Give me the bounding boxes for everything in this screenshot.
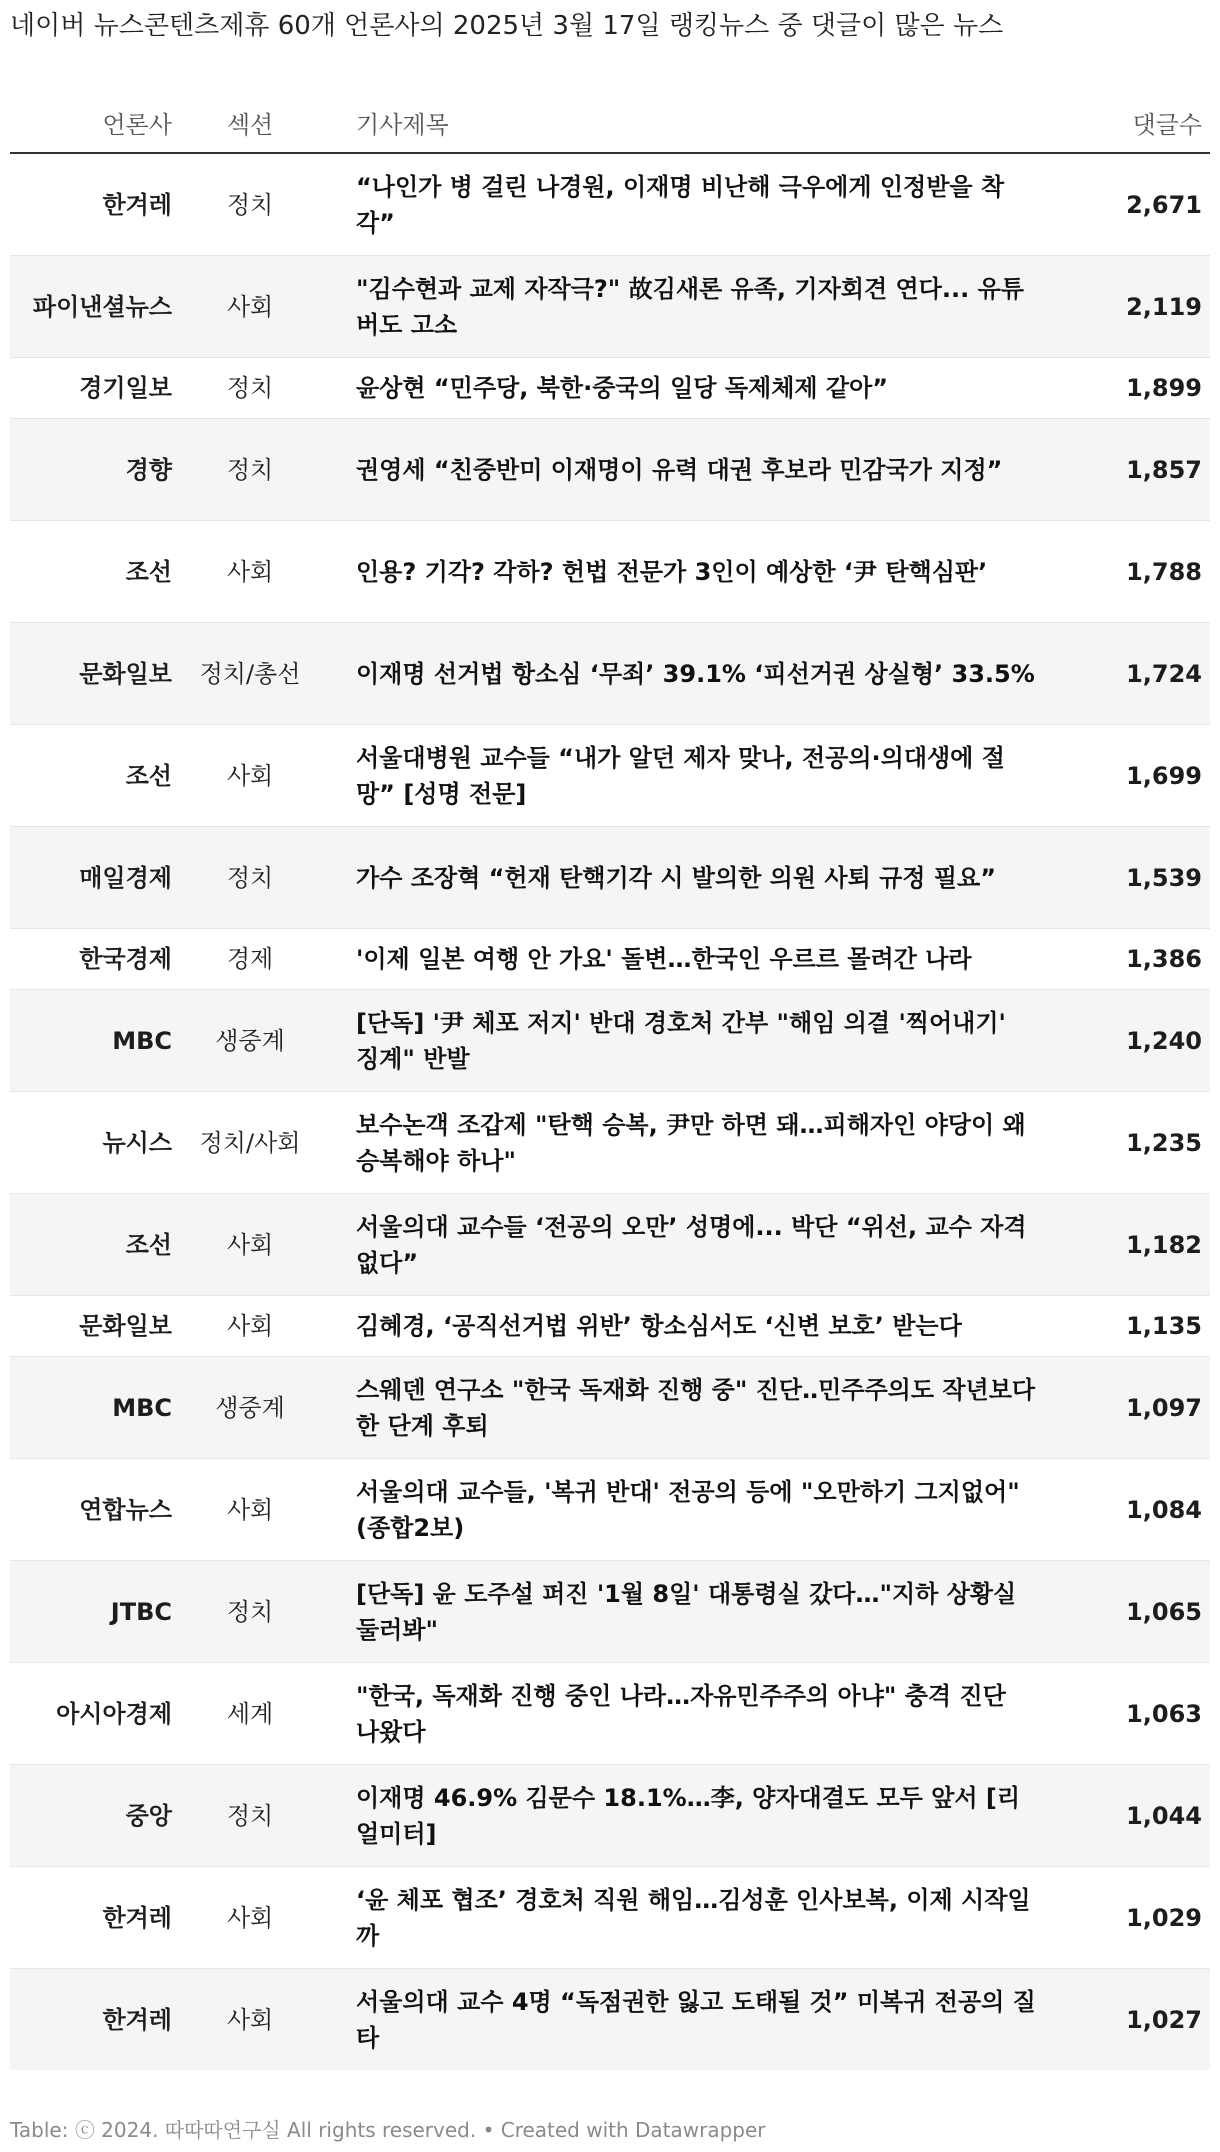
cell-comments: 1,235	[1048, 1092, 1210, 1194]
cell-comments: 2,119	[1048, 256, 1210, 358]
cell-comments: 1,084	[1048, 1459, 1210, 1561]
column-header-section: 섹션	[180, 92, 320, 153]
cell-section: 경제	[180, 929, 320, 990]
cell-section: 정치	[180, 1765, 320, 1867]
cell-section: 세계	[180, 1663, 320, 1765]
cell-outlet: 아시아경제	[10, 1663, 180, 1765]
cell-section: 정치	[180, 153, 320, 256]
cell-title: 이재명 46.9% 김문수 18.1%…李, 양자대결도 모두 앞서 [리얼미터]	[320, 1765, 1048, 1867]
cell-outlet: 조선	[10, 1194, 180, 1296]
table-footer: Table: ⓒ 2024. 따따따연구실 All rights reserved. • Created with Datawrapper	[10, 2118, 766, 2142]
cell-section: 사회	[180, 1296, 320, 1357]
cell-outlet: 파이낸셜뉴스	[10, 256, 180, 358]
cell-comments: 1,857	[1048, 419, 1210, 521]
cell-outlet: 조선	[10, 521, 180, 623]
cell-outlet: 한겨레	[10, 1867, 180, 1969]
table-row	[10, 623, 1210, 725]
header-row	[10, 92, 1210, 153]
cell-title: "김수현과 교제 자작극?" 故김새론 유족, 기자회견 연다... 유튜버도 고소	[320, 256, 1048, 358]
table-row	[10, 1663, 1210, 1765]
table-row	[10, 1867, 1210, 1969]
cell-section: 정치/총선	[180, 623, 320, 725]
cell-outlet: JTBC	[10, 1561, 180, 1663]
cell-section: 사회	[180, 1969, 320, 2071]
cell-section: 사회	[180, 256, 320, 358]
cell-comments: 1,899	[1048, 358, 1210, 419]
table-row	[10, 153, 1210, 256]
table-body	[10, 153, 1210, 2070]
cell-title: '이제 일본 여행 안 가요' 돌변…한국인 우르르 몰려간 나라	[320, 929, 1048, 990]
cell-title: 서울의대 교수들, '복귀 반대' 전공의 등에 "오만하기 그지없어"(종합2보)	[320, 1459, 1048, 1561]
table-row	[10, 1194, 1210, 1296]
cell-section: 정치	[180, 1561, 320, 1663]
table-row	[10, 725, 1210, 827]
cell-title: 인용? 기각? 각하? 헌법 전문가 3인이 예상한 ‘尹 탄핵심판’	[320, 521, 1048, 623]
cell-outlet: 문화일보	[10, 623, 180, 725]
table-row	[10, 1561, 1210, 1663]
column-header-title: 기사제목	[320, 92, 1048, 153]
cell-section: 정치	[180, 827, 320, 929]
cell-comments: 1,135	[1048, 1296, 1210, 1357]
cell-outlet: 중앙	[10, 1765, 180, 1867]
chart-title: 네이버 뉴스콘텐츠제휴 60개 언론사의 2025년 3월 17일 랭킹뉴스 중 댓글이 많은 뉴스	[10, 11, 1004, 41]
cell-title: 가수 조장혁 “헌재 탄핵기각 시 발의한 의원 사퇴 규정 필요”	[320, 827, 1048, 929]
cell-section: 사회	[180, 1194, 320, 1296]
cell-outlet: 조선	[10, 725, 180, 827]
cell-title: 서울의대 교수들 ‘전공의 오만’ 성명에... 박단 “위선, 교수 자격 없다”	[320, 1194, 1048, 1296]
column-header-comments: 댓글수	[1048, 92, 1210, 153]
cell-title: ‘윤 체포 협조’ 경호처 직원 해임…김성훈 인사보복, 이제 시작일까	[320, 1867, 1048, 1969]
comments-table	[10, 92, 1210, 2070]
cell-outlet: 경향	[10, 419, 180, 521]
cell-comments: 1,788	[1048, 521, 1210, 623]
cell-comments: 1,240	[1048, 990, 1210, 1092]
cell-outlet: MBC	[10, 1357, 180, 1459]
cell-title: 김혜경, ‘공직선거법 위반’ 항소심서도 ‘신변 보호’ 받는다	[320, 1296, 1048, 1357]
table-row	[10, 1969, 1210, 2071]
cell-title: 보수논객 조갑제 "탄핵 승복, 尹만 하면 돼…피해자인 야당이 왜 승복해야 하나"	[320, 1092, 1048, 1194]
cell-title: 서울대병원 교수들 “내가 알던 제자 맞나, 전공의·의대생에 절망” [성명 전문]	[320, 725, 1048, 827]
cell-outlet: 한겨레	[10, 1969, 180, 2071]
cell-outlet: 연합뉴스	[10, 1459, 180, 1561]
cell-title: "한국, 독재화 진행 중인 나라…자유민주주의 아냐" 충격 진단 나왔다	[320, 1663, 1048, 1765]
table-row	[10, 929, 1210, 990]
table-row	[10, 256, 1210, 358]
cell-outlet: 한겨레	[10, 153, 180, 256]
cell-outlet: 문화일보	[10, 1296, 180, 1357]
cell-title: 스웨덴 연구소 "한국 독재화 진행 중" 진단‥민주주의도 작년보다 한 단계 후퇴	[320, 1357, 1048, 1459]
cell-section: 생중계	[180, 1357, 320, 1459]
cell-comments: 1,063	[1048, 1663, 1210, 1765]
table-row	[10, 1296, 1210, 1357]
table-row	[10, 1765, 1210, 1867]
cell-section: 사회	[180, 1459, 320, 1561]
cell-title: 이재명 선거법 항소심 ‘무죄’ 39.1% ‘피선거권 상실형’ 33.5%	[320, 623, 1048, 725]
cell-title: [단독] 윤 도주설 퍼진 '1월 8일' 대통령실 갔다…"지하 상황실 둘러봐"	[320, 1561, 1048, 1663]
cell-comments: 1,724	[1048, 623, 1210, 725]
table-row	[10, 827, 1210, 929]
cell-comments: 2,671	[1048, 153, 1210, 256]
cell-comments: 1,182	[1048, 1194, 1210, 1296]
cell-section: 정치	[180, 358, 320, 419]
table-row	[10, 1459, 1210, 1561]
cell-outlet: 뉴시스	[10, 1092, 180, 1194]
data-table	[10, 92, 1210, 2070]
cell-outlet: 매일경제	[10, 827, 180, 929]
cell-comments: 1,029	[1048, 1867, 1210, 1969]
cell-comments: 1,027	[1048, 1969, 1210, 2071]
cell-section: 정치/사회	[180, 1092, 320, 1194]
cell-section: 사회	[180, 521, 320, 623]
cell-title: “나인가 병 걸린 나경원, 이재명 비난해 극우에게 인정받을 착각”	[320, 153, 1048, 256]
cell-comments: 1,539	[1048, 827, 1210, 929]
table-row	[10, 990, 1210, 1092]
cell-outlet: 한국경제	[10, 929, 180, 990]
cell-section: 사회	[180, 1867, 320, 1969]
cell-title: 윤상현 “민주당, 북한·중국의 일당 독제체제 같아”	[320, 358, 1048, 419]
column-header-outlet: 언론사	[10, 92, 180, 153]
cell-title: 권영세 “친중반미 이재명이 유력 대권 후보라 민감국가 지정”	[320, 419, 1048, 521]
cell-comments: 1,699	[1048, 725, 1210, 827]
table-row	[10, 521, 1210, 623]
cell-outlet: MBC	[10, 990, 180, 1092]
table-row	[10, 358, 1210, 419]
cell-comments: 1,044	[1048, 1765, 1210, 1867]
cell-section: 정치	[180, 419, 320, 521]
cell-outlet: 경기일보	[10, 358, 180, 419]
table-row	[10, 419, 1210, 521]
cell-comments: 1,386	[1048, 929, 1210, 990]
table-row	[10, 1092, 1210, 1194]
cell-title: [단독] '尹 체포 저지' 반대 경호처 간부 "해임 의결 '찍어내기' 징계" 반발	[320, 990, 1048, 1092]
cell-title: 서울의대 교수 4명 “독점권한 잃고 도태될 것” 미복귀 전공의 질타	[320, 1969, 1048, 2071]
cell-comments: 1,097	[1048, 1357, 1210, 1459]
cell-comments: 1,065	[1048, 1561, 1210, 1663]
cell-section: 사회	[180, 725, 320, 827]
cell-section: 생중계	[180, 990, 320, 1092]
table-row	[10, 1357, 1210, 1459]
